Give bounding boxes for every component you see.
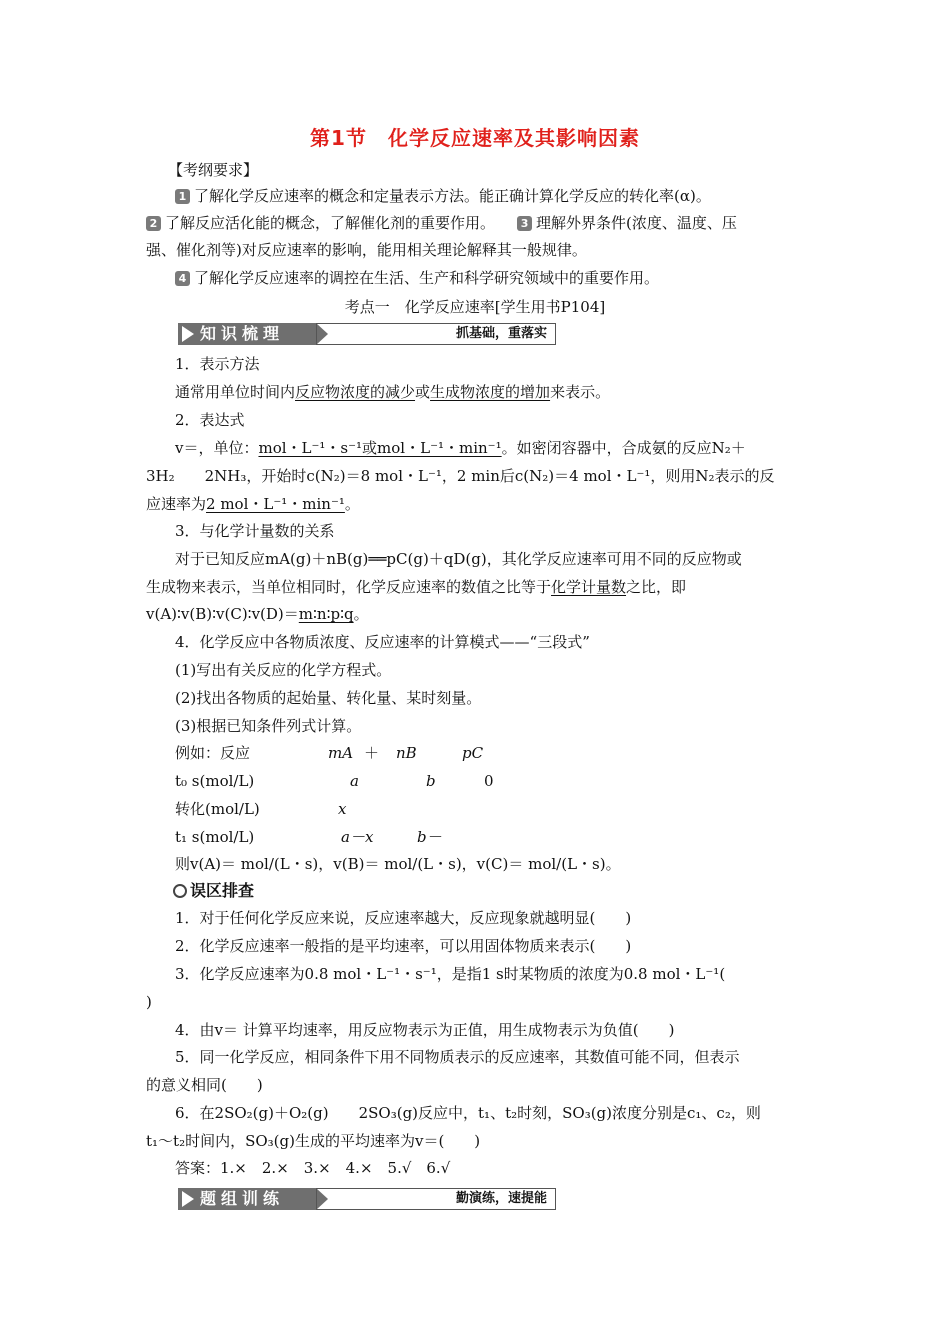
s4-step-1: (1)写出有关反应的化学方程式。 [175, 661, 392, 679]
number-badge: 4 [175, 271, 190, 286]
s2-heading: 2．表达式 [175, 411, 245, 429]
s2-line3: 应速率为2 mol・L⁻¹・min⁻¹。 [146, 495, 360, 513]
requirement-2-3: 2 了解反应活化能的概念，了解催化剂的重要作用。 3 理解外界条件(浓度、温度、压 [146, 213, 810, 233]
error-q6: 6．在2SO₂(g)＋O₂(g) 2SO₃(g)反应中，t₁、t₂时刻，SO₃(g)浓度分别是c₁、c₂，则 [175, 1104, 761, 1122]
error-q5: 5．同一化学反应，相同条件下用不同物质表示的反应速率，其数值可能不同，但表示 [175, 1048, 740, 1066]
banner-tagline: 抓基础，重落实 [455, 326, 547, 341]
errors-heading: 误区排查 [173, 881, 837, 901]
document-page: 第1节 化学反应速率及其影响因素 【考纲要求】 1 了解化学反应速率的概念和定量表示方法。能正确计算化学反应的转化率(α)。 2 了解反应活化能的概念，了解催化剂的重要作用。 3 理解外界条件(浓度、温度、压 强、催化剂等)对反应速率的影响，能用相关理论解释其一般规律。 4 了解化学反应速率的调控在生活、生产和科学研究领域中的重要作用。 考点一 化学反应速率[学生用书P104] 知识梳理 抓基础，重落实 1．表示方法 通常用单位时间内反应物浓度的减少或生成物浓度的增加来表示。 2．表达式 v＝，单位：mol・L⁻¹・s⁻¹或mol・L⁻¹・min⁻¹。如密闭容器中，合成氨的反应N₂＋ 3H₂ 2NH₃，开始时c(N₂)＝8 mol・L⁻¹，2 min后c(N₂)＝4 mol・L⁻¹，则用N₂表示的反 应速率为2 mol・L⁻¹・min⁻¹。 3．与化学计量数的关系 对于已知反应mA(g)＋nB(g)══pC(g)＋qD(g)，其化学反应速率可用不同的反应物或 生成物来表示，当单位相同时，化学反应速率的数值之比等于化学计量数之比，即 v(A)∶v(B)∶v(C)∶v(D)＝m∶n∶p∶q。 4．化学反应中各物质浓度、反应速率的计算模式——“三段式” (1)写出有关反应的化学方程式。 (2)找出各物质的起始量、转化量、某时刻量。 (3)根据已知条件列式计算。 例如：反应 mA ＋ nB pC t₀ s(mol/L) a b 0 转化(mol/L) x t₁ s(mol/L) a－x b－ 则v(A)＝ mol/(L・s)，v(B)＝ mol/(L・s)，v(C)＝ mol/(L・s)。 误区排查 1．对于任何化学反应来说，反应速率越大，反应现象就越明显( ) 2．化学反应速率一般指的是平均速率，可以用固体物质来表示( ) 3．化学反应速率为0.8 mol・L⁻¹・s⁻¹，是指1 s时某物质的浓度为0.8 mol・L⁻¹( ) 4．由v＝ 计算平均速率，用反应物表示为正值，用生成物表示为负值( ) 5．同一化学反应，相同条件下用不同物质表示的反应速率，其数值可能不同，但表示 的意义相同( ) 6．在2SO₂(g)＋O₂(g) 2SO₃(g)反应中，t₁、t₂时刻，SO₃(g)浓度分别是c₁、c₂，则 t₁～t₂时间内，SO₃(g)生成的平均速率为v＝( ) 答案：1.× 2.× 3.× 4.× 5.√ 6.√ 题组训练 勤演练，速提能 [0, 0, 950, 1344]
error-q6-cont: t₁～t₂时间内，SO₃(g)生成的平均速率为v＝( ) [146, 1132, 481, 1150]
s3-line2: 生成物来表示，当单位相同时，化学反应速率的数值之比等于化学计量数之比，即 [146, 578, 687, 596]
magnifier-icon [173, 884, 187, 898]
error-q1: 1．对于任何化学反应来说，反应速率越大，反应现象就越明显( ) [175, 909, 632, 927]
banner-label: 题组训练 [200, 1189, 285, 1208]
section-title: 考点一 化学反应速率[学生用书P104] [344, 298, 606, 316]
s3-heading: 3．与化学计量数的关系 [175, 522, 335, 540]
answer-key: 答案：1.× 2.× 3.× 4.× 5.√ 6.√ [175, 1159, 451, 1177]
play-icon [182, 326, 194, 342]
banner-tagline: 勤演练，速提能 [455, 1191, 547, 1206]
error-q4: 4．由v＝ 计算平均速率，用反应物表示为正值，用生成物表示为负值( ) [175, 1021, 675, 1039]
s1-heading: 1．表示方法 [175, 355, 260, 373]
requirement-4: 4 了解化学反应速率的调控在生活、生产和科学研究领域中的重要作用。 [175, 268, 810, 288]
requirement-1: 1 了解化学反应速率的概念和定量表示方法。能正确计算化学反应的转化率(α)。 [175, 186, 810, 206]
s3-line1: 对于已知反应mA(g)＋nB(g)══pC(g)＋qD(g)，其化学反应速率可用不同的反应物或 [175, 550, 742, 568]
error-q3: 3．化学反应速率为0.8 mol・L⁻¹・s⁻¹，是指1 s时某物质的浓度为0.8 mol・L⁻¹( [175, 965, 726, 983]
practice-banner [178, 1188, 556, 1210]
s4-step-2: (2)找出各物质的起始量、转化量、某时刻量。 [175, 689, 482, 707]
requirements-heading: 【考纲要求】 [168, 161, 259, 179]
error-q3-cont: ) [146, 993, 152, 1011]
s4-heading: 4．化学反应中各物质浓度、反应速率的计算模式——“三段式” [175, 633, 590, 651]
knowledge-banner [178, 323, 556, 345]
s4-result: 则v(A)＝ mol/(L・s)，v(B)＝ mol/(L・s)，v(C)＝ mol/(L・s)。 [175, 855, 621, 873]
s2-line2: 3H₂ 2NH₃，开始时c(N₂)＝8 mol・L⁻¹，2 min后c(N₂)＝4 mol・L⁻¹，则用N₂表示的反 [146, 467, 775, 485]
number-badge: 2 [146, 216, 161, 231]
number-badge: 1 [175, 189, 190, 204]
play-icon [182, 1191, 194, 1207]
s4-step-3: (3)根据已知条件列式计算。 [175, 717, 362, 735]
s1-text: 通常用单位时间内反应物浓度的减少或生成物浓度的增加来表示。 [175, 383, 611, 401]
banner-label: 知识梳理 [200, 324, 285, 343]
error-q2: 2．化学反应速率一般指的是平均速率，可以用固体物质来表示( ) [175, 937, 632, 955]
s2-line1: v＝，单位：mol・L⁻¹・s⁻¹或mol・L⁻¹・min⁻¹。如密闭容器中，合成氨的反应N₂＋ [175, 439, 746, 457]
number-badge: 3 [517, 216, 532, 231]
s3-line3: v(A)∶v(B)∶v(C)∶v(D)＝m∶n∶p∶q。 [146, 605, 369, 623]
page-title: 第1节 化学反应速率及其影响因素 [310, 126, 640, 150]
error-q5-cont: 的意义相同( ) [146, 1076, 263, 1094]
requirement-3-cont: 强、催化剂等)对反应速率的影响，能用相关理论解释其一般规律。 [146, 241, 587, 259]
